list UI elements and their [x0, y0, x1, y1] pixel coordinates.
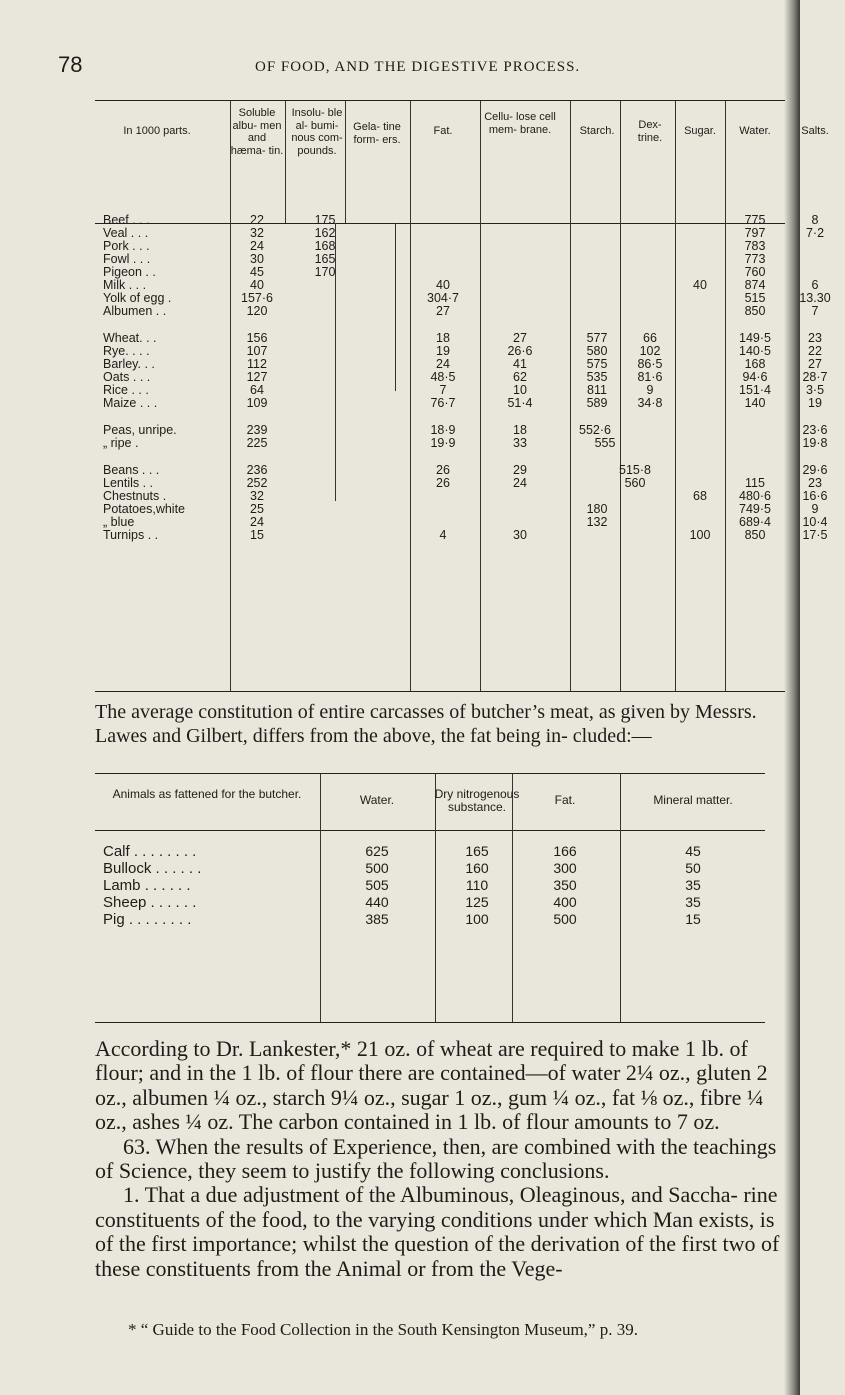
- conclusion-1-paragraph: 1. That a due adjustment of the Albuminous, Oleaginous, and Saccha- rine constituents of the food, to the varying conditions under which Man exists, is of the first importance; whilst the question of the derivation of the first two of these constituents from the Animal or from the Vege-: [95, 1182, 780, 1281]
- lankester-paragraph: According to Dr. Lankester,* 21 oz. of wheat are required to make 1 lb. of flour; and in the 1 lb. of flour there are contained—of water 2¼ oz., gluten 2 oz., albumen ¼ oz., starch 9¼ oz., sugar 1 oz., gum ¼ oz., fat ⅛ oz., fibre ¼ oz., ashes ¼ oz. The carbon contained in 1 lb. of flour amounts to 7 oz.: [95, 1036, 768, 1135]
- carcass-table: [95, 773, 765, 1023]
- cell-salts: 6: [811, 278, 819, 292]
- cell-salts: 23·6: [802, 423, 828, 437]
- cell-sugar: 100: [689, 528, 711, 542]
- cell-cellulose: 18: [513, 423, 527, 437]
- running-title: OF FOOD, AND THE DIGESTIVE PROCESS.: [255, 59, 581, 75]
- body-text: [95, 1037, 785, 1281]
- row-label: Oats . . .: [103, 370, 151, 384]
- row-label: Beef . . .: [103, 213, 150, 227]
- row-label: Fowl . . .: [103, 252, 151, 266]
- column-header: Fat.: [433, 125, 453, 137]
- cell-soluble: 22: [250, 213, 264, 227]
- cell-cellulose: 41: [513, 357, 527, 371]
- cell-water: 149·5: [739, 331, 771, 345]
- cell-starch: 575: [586, 357, 608, 371]
- cell-cellulose: 24: [513, 476, 527, 490]
- cell-cellulose: 62: [513, 370, 527, 384]
- cell-cellulose: 33: [513, 436, 527, 450]
- intro-paragraph: The average constitution of entire carcasses of butcher’s meat, as given by Messrs. Lawes and Gilbert, differs from the above, the fat being in- cluded:—: [95, 701, 757, 747]
- row-label: Rice . . .: [103, 383, 149, 397]
- cell-soluble: 109: [246, 396, 268, 410]
- page-header: [0, 52, 800, 82]
- cell-soluble: 32: [250, 226, 264, 240]
- cell-soluble: 30: [250, 252, 264, 266]
- column-rule: [320, 774, 321, 1022]
- header-rule: [95, 223, 785, 224]
- cell-cellulose: 30: [513, 528, 527, 542]
- cell-salts: 19: [808, 396, 822, 410]
- section-63-paragraph: 63. When the results of Experience, then, are combined with the teachings of Science, they seem to justify the following conclusions.: [95, 1133, 777, 1184]
- page-number: 78: [58, 52, 83, 77]
- cell-fat: 18: [436, 331, 450, 345]
- cell-starch: 132: [586, 515, 608, 529]
- cell-water: 775: [744, 213, 766, 227]
- cell-soluble: 32: [250, 489, 264, 503]
- cell-dry: 100: [465, 911, 489, 927]
- row-label: Pig . . . . . . . .: [103, 911, 192, 928]
- cell-cellulose: 27: [513, 331, 527, 345]
- cell-water: 783: [744, 239, 766, 253]
- column-header: Insolu- ble al- bumi- nous com- pounds.: [291, 107, 343, 157]
- cell-starch: 811: [587, 383, 607, 397]
- cell-salts: 27: [808, 357, 822, 371]
- cell-water: 440: [365, 894, 389, 910]
- cell-fat: 7: [439, 383, 447, 397]
- row-label: Sheep . . . . . .: [103, 894, 197, 911]
- cell-starch-dextrine-sugar: 560: [624, 476, 646, 490]
- cell-starch: 589: [586, 396, 608, 410]
- cell-soluble: 15: [250, 528, 264, 542]
- row-label: Albumen . .: [103, 304, 167, 318]
- cell-fat: 166: [553, 843, 577, 859]
- cell-salts: 16·6: [802, 489, 828, 503]
- cell-soluble: 64: [250, 383, 264, 397]
- cell-soluble: 239: [246, 423, 268, 437]
- cell-insoluble-gelatine: 165: [314, 252, 336, 266]
- column-header: Dex- trine.: [637, 119, 663, 144]
- cell-cellulose: 51·4: [507, 396, 533, 410]
- cell-salts: 28·7: [802, 370, 828, 384]
- cell-starch: 535: [586, 370, 608, 384]
- cell-mineral: 45: [685, 843, 701, 859]
- cell-insoluble-gelatine: 175: [314, 213, 336, 227]
- cell-salts: 7·2: [805, 226, 825, 240]
- cell-soluble: 156: [246, 331, 268, 345]
- cell-starch: 577: [586, 331, 608, 345]
- cell-soluble: 24: [250, 239, 264, 253]
- page-edge-shadow: [784, 0, 800, 1395]
- cell-mineral: 15: [685, 911, 701, 927]
- row-label: Pork . . .: [103, 239, 150, 253]
- cell-fat: 19: [436, 344, 450, 358]
- row-label: Pigeon . .: [103, 265, 156, 279]
- column-header: Animals as fattened for the butcher.: [112, 787, 302, 801]
- cell-water: 797: [744, 226, 766, 240]
- column-header: Salts.: [801, 125, 829, 137]
- row-label: Potatoes,white: [103, 502, 185, 516]
- cell-dextrine: 66: [643, 331, 657, 345]
- cell-dry: 110: [465, 877, 489, 893]
- column-header: Sugar.: [684, 125, 716, 137]
- cell-salts: 22: [808, 344, 822, 358]
- row-label: Yolk of egg .: [103, 291, 172, 305]
- column-header: Water.: [359, 793, 395, 807]
- row-label: Barley. . .: [103, 357, 155, 371]
- cell-starch-dextrine: 555: [594, 436, 616, 450]
- row-label: Veal . . .: [103, 226, 149, 240]
- cell-dextrine: 34·8: [637, 396, 663, 410]
- cell-dry: 165: [465, 843, 489, 859]
- cell-salts: 23: [808, 476, 822, 490]
- row-label: Bullock . . . . . .: [103, 860, 202, 877]
- cell-dextrine: 102: [639, 344, 661, 358]
- column-header: Cellu- lose cell mem- brane.: [484, 111, 556, 136]
- cell-water: 115: [745, 476, 765, 490]
- cell-soluble: 127: [246, 370, 268, 384]
- cell-insoluble-gelatine: 168: [314, 239, 336, 253]
- cell-water: 94·6: [742, 370, 768, 384]
- cell-fat: 76·7: [430, 396, 456, 410]
- cell-fat: 4: [439, 528, 447, 542]
- cell-water: 874: [744, 278, 766, 292]
- cell-soluble: 120: [246, 304, 268, 318]
- cell-soluble: 236: [246, 463, 268, 477]
- column-header: Starch.: [579, 125, 615, 137]
- cell-water: 760: [744, 265, 766, 279]
- cell-fat: 350: [553, 877, 577, 893]
- cell-mineral: 50: [685, 860, 701, 876]
- column-rule-short: [395, 223, 396, 391]
- cell-mineral: 35: [685, 894, 701, 910]
- cell-fat: 500: [553, 911, 577, 927]
- cell-dry: 160: [465, 860, 489, 876]
- column-rule: [620, 774, 621, 1022]
- cell-fat: 40: [436, 278, 450, 292]
- cell-water: 515: [744, 291, 766, 305]
- cell-water: 385: [365, 911, 389, 927]
- cell-soluble: 157·6: [241, 291, 273, 305]
- cell-salts: 23: [808, 331, 822, 345]
- cell-soluble: 107: [246, 344, 268, 358]
- cell-salts: 9: [811, 502, 819, 516]
- row-label: Maize . . .: [103, 396, 158, 410]
- cell-fat: 19·9: [430, 436, 456, 450]
- cell-salts: 17·5: [802, 528, 828, 542]
- cell-soluble: 40: [250, 278, 264, 292]
- cell-water: 168: [744, 357, 766, 371]
- cell-dextrine: 81·6: [637, 370, 663, 384]
- cell-water: 773: [744, 252, 766, 266]
- cell-starch: 180: [586, 502, 608, 516]
- footnote: * “ Guide to the Food Collection in the South Kensington Museum,” p. 39.: [128, 1320, 638, 1339]
- cell-fat: 27: [436, 304, 450, 318]
- cell-water: 500: [365, 860, 389, 876]
- column-header: Gela- tine form- ers.: [353, 121, 401, 146]
- cell-soluble: 24: [250, 515, 264, 529]
- row-label: Wheat. . .: [103, 331, 157, 345]
- cell-water: 850: [744, 304, 766, 318]
- row-label: Chestnuts .: [103, 489, 167, 503]
- cell-salts: 3·5: [805, 383, 825, 397]
- cell-cellulose: 10: [513, 383, 527, 397]
- cell-soluble: 252: [246, 476, 268, 490]
- cell-fat: 26: [436, 463, 450, 477]
- cell-fat: 48·5: [430, 370, 456, 384]
- cell-water: 140·5: [739, 344, 771, 358]
- cell-water: 850: [744, 528, 766, 542]
- column-rule: [410, 101, 411, 691]
- cell-starch-dextrine-sugar: 515·8: [619, 463, 651, 477]
- cell-insoluble-gelatine: 162: [314, 226, 336, 240]
- cell-water: 505: [365, 877, 389, 893]
- column-header: Water.: [739, 125, 771, 137]
- cell-dry: 125: [465, 894, 489, 910]
- cell-water: 625: [365, 843, 389, 859]
- cell-sugar: 40: [693, 278, 707, 292]
- row-label: Peas, unripe.: [103, 423, 177, 437]
- cell-mineral: 35: [685, 877, 701, 893]
- cell-soluble: 225: [246, 436, 268, 450]
- cell-soluble: 25: [250, 502, 264, 516]
- row-label: „ ripe .: [103, 436, 139, 450]
- cell-dextrine: 86·5: [637, 357, 663, 371]
- row-label: Turnips . .: [103, 528, 159, 542]
- cell-sugar: 68: [693, 489, 707, 503]
- cell-fat: 304·7: [427, 291, 459, 305]
- cell-salts: 13.30: [799, 291, 831, 305]
- cell-fat: 24: [436, 357, 450, 371]
- cell-salts: 29·6: [802, 463, 828, 477]
- cell-cellulose: 26·6: [507, 344, 533, 358]
- composition-table: [95, 100, 831, 692]
- cell-fat: 18·9: [430, 423, 456, 437]
- cell-water: 749·5: [739, 502, 771, 516]
- column-rule: [285, 101, 286, 223]
- cell-salts: 10·4: [802, 515, 828, 529]
- row-label: „ blue: [103, 515, 135, 529]
- cell-insoluble-gelatine: 170: [314, 265, 336, 279]
- cell-cellulose: 29: [513, 463, 527, 477]
- column-header: Soluble albu- men and hæma- tin.: [230, 107, 284, 157]
- cell-salts: 7: [811, 304, 819, 318]
- row-label: Calf . . . . . . . .: [103, 843, 197, 860]
- column-header: In 1000 parts.: [123, 125, 191, 137]
- cell-water: 140: [744, 396, 766, 410]
- column-header: Mineral matter.: [653, 793, 733, 807]
- cell-fat: 300: [553, 860, 577, 876]
- cell-starch-dextrine: 552·6: [579, 423, 611, 437]
- cell-soluble: 112: [247, 357, 267, 371]
- cell-fat: 400: [553, 894, 577, 910]
- row-label: Beans . . .: [103, 463, 160, 477]
- cell-water: 151·4: [739, 383, 771, 397]
- cell-soluble: 45: [250, 265, 264, 279]
- column-rule: [480, 101, 481, 691]
- cell-fat: 26: [436, 476, 450, 490]
- cell-salts: 8: [811, 213, 819, 227]
- header-rule: [95, 830, 765, 831]
- column-header: Dry nitrogenous substance.: [434, 787, 520, 814]
- row-label: Rye. . . .: [103, 344, 150, 358]
- cell-salts: 19·8: [802, 436, 828, 450]
- cell-dextrine: 9: [646, 383, 654, 397]
- cell-water: 689·4: [739, 515, 771, 529]
- row-label: Lentils . .: [103, 476, 154, 490]
- column-header: Fat.: [554, 793, 576, 807]
- cell-starch: 580: [586, 344, 608, 358]
- cell-water: 480·6: [739, 489, 771, 503]
- row-label: Lamb . . . . . .: [103, 877, 191, 894]
- row-label: Milk . . .: [103, 278, 147, 292]
